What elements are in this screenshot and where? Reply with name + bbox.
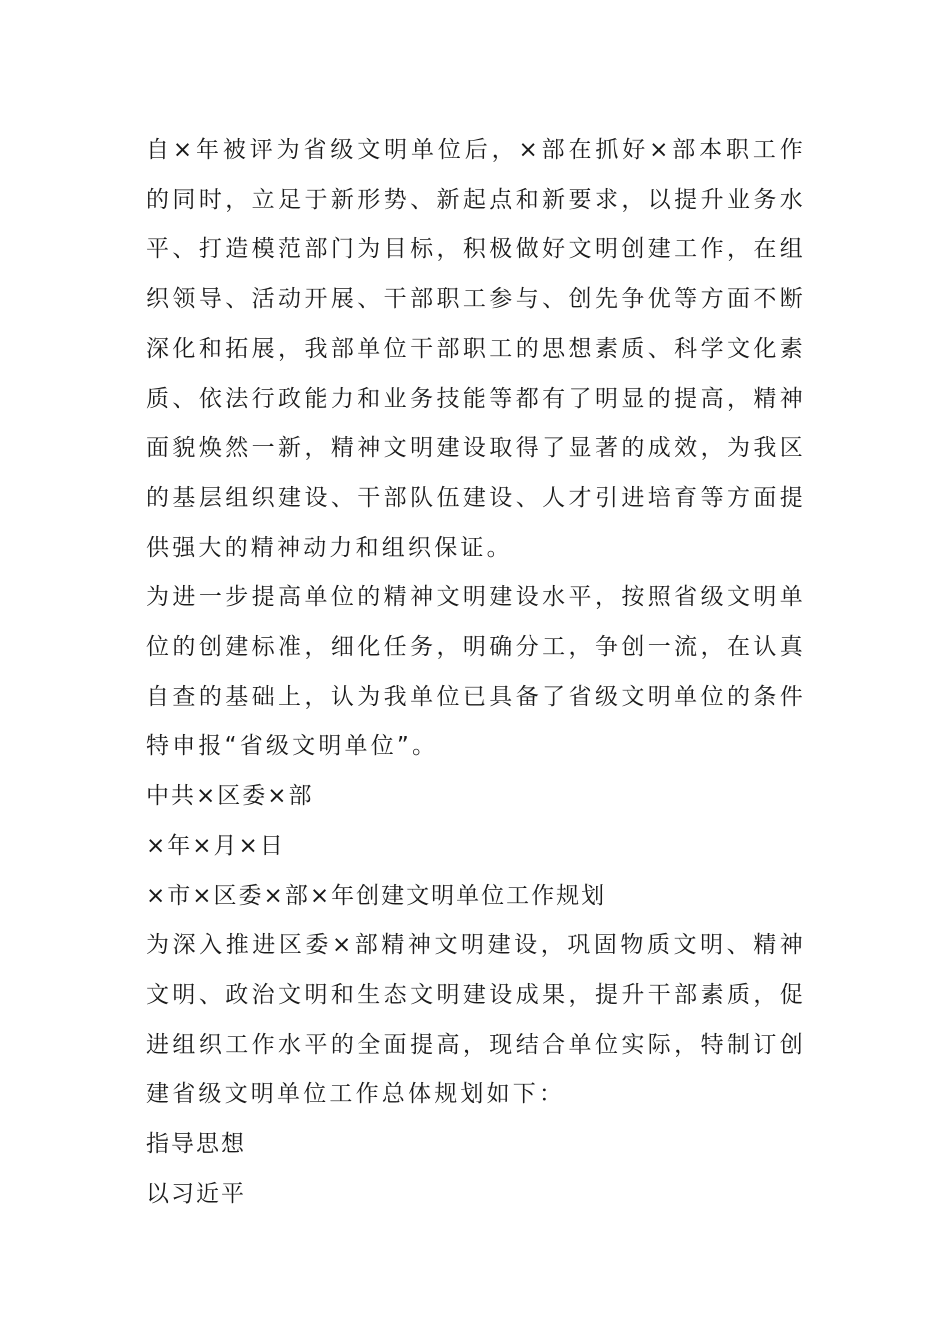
paragraph-application-background: 自×年被评为省级文明单位后，×部在抓好×部本职工作的同时，立足于新形势、新起点和新要求，以提升业务水平、打造模范部门为目标，积极做好文明创建工作，在组织领导、活动开展、干部职工参与、创先争优等方面不断深化和拓展，我部单位干部职工的思想素质、科学文化素质、依法行政能力和业务技能等都有了明显的提高，精神面貌焕然一新，精神文明建设取得了显著的成效，为我区的基层组织建设、干部队伍建设、人才引进培育等方面提供强大的精神动力和组织保证。 <box>146 137 806 561</box>
signature-organization: 中共×区委×部 <box>146 783 314 810</box>
section-heading-guiding-ideology: 指导思想 <box>146 1131 246 1158</box>
document-body <box>146 126 806 1219</box>
paragraph-plan-intro: 为深入推进区委×部精神文明建设，巩固物质文明、精神文明、政治文明和生态文明建设成果，提升干部素质，促进组织工作水平的全面提高，现结合单位实际，特制订创建省级文明单位工作总体规划如下： <box>146 932 806 1108</box>
signature-date: ×年×月×日 <box>146 832 285 859</box>
section-text: 以习近平 <box>146 1180 246 1207</box>
plan-title: ×市×区委×部×年创建文明单位工作规划 <box>146 882 607 909</box>
paragraph-application-request: 为进一步提高单位的精神文明建设水平，按照省级文明单位的创建标准，细化任务，明确分工，争创一流，在认真自查的基础上，认为我单位已具备了省级文明单位的条件特申报“省级文明单位”。 <box>146 584 806 760</box>
